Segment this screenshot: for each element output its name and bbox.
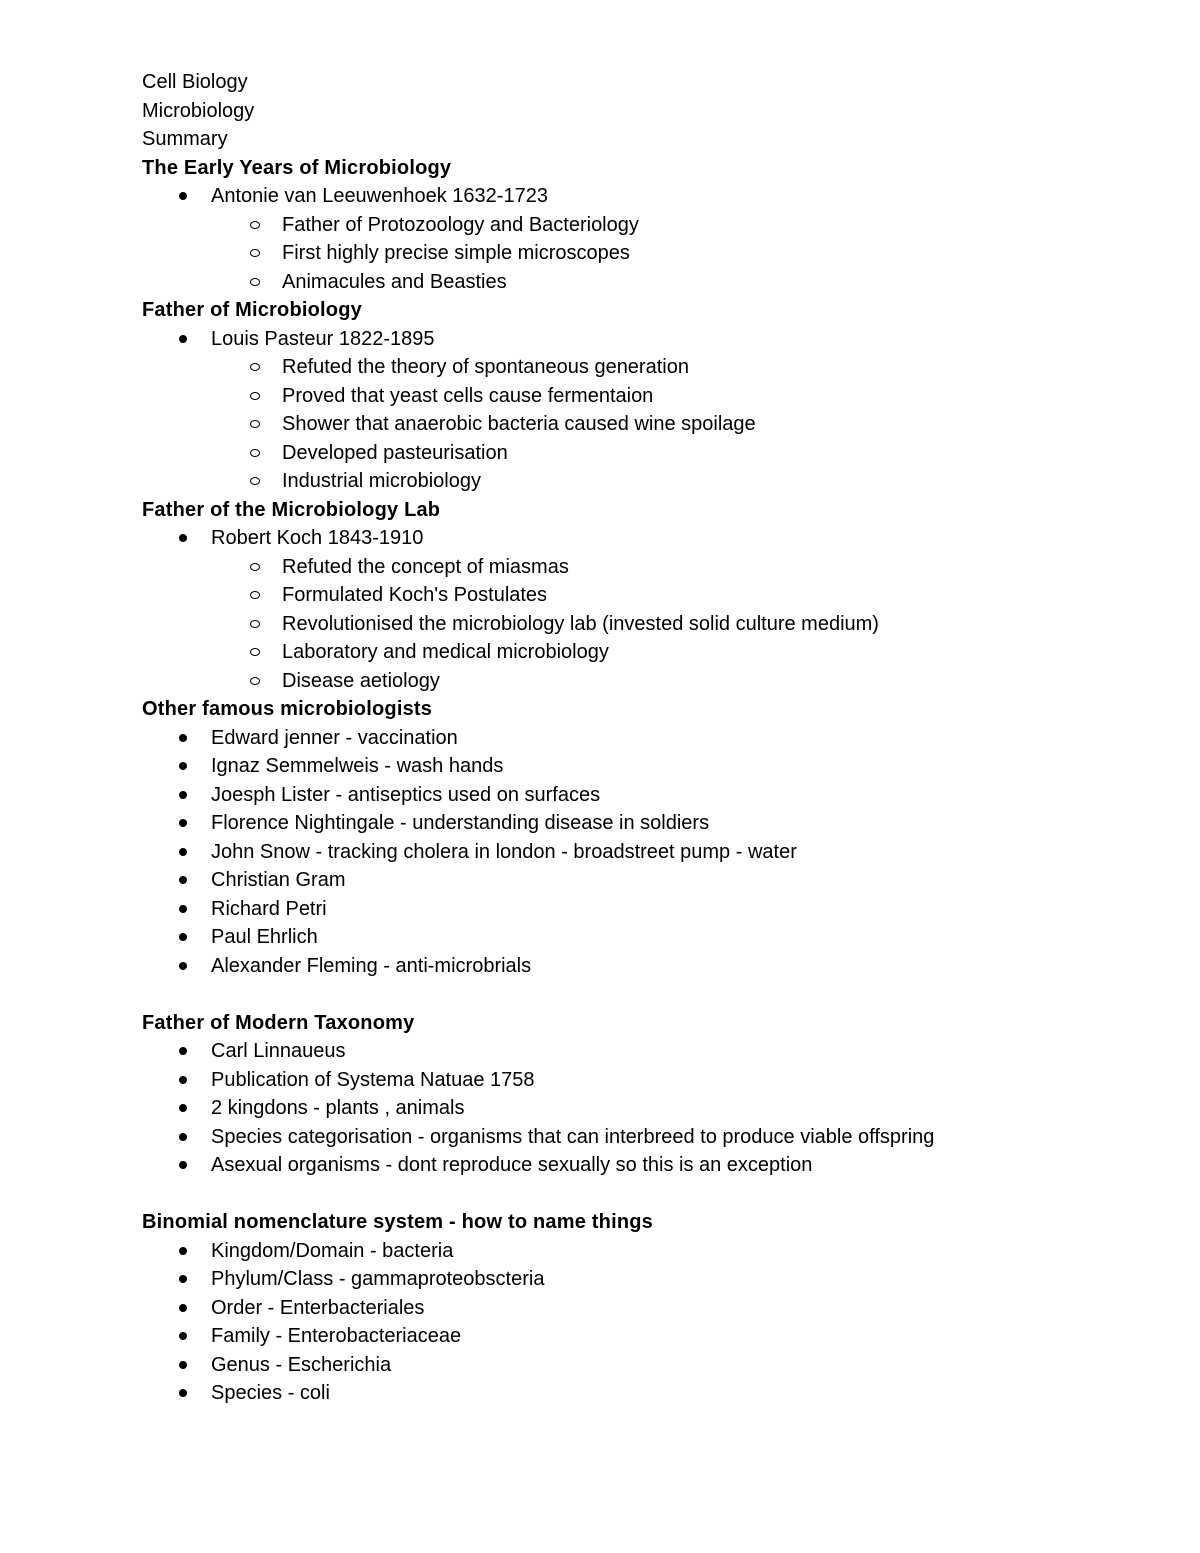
section-heading: Father of Modern Taxonomy [142,1011,415,1034]
bullet-item-text: Alexander Fleming - anti-microbrials [211,954,532,977]
filled-bullet-icon [179,1161,187,1169]
bullet-item [142,524,1142,553]
sub-bullet-item [142,211,1142,240]
hollow-bullet-icon [250,591,260,599]
sub-bullet-item-text: Animacules and Beasties [282,270,507,293]
bullet-item [142,1351,1142,1380]
bullet-item [142,838,1142,867]
bullet-item-text: Family - Enterobacteriaceae [211,1325,462,1347]
sub-bullet-item [142,667,1142,696]
sub-bullet-item-text: Formulated Koch's Postulates [282,584,548,606]
hollow-bullet-icon [250,620,260,628]
hollow-bullet-icon [250,221,260,229]
bullet-item-text: Carl Linnaueus [211,1040,346,1062]
bullet-item [142,1151,1142,1180]
filled-bullet-icon [179,819,187,827]
filled-bullet-icon [179,876,187,884]
bullet-item [142,1123,1142,1152]
filled-bullet-icon [179,762,187,770]
hollow-bullet-icon [250,477,260,485]
hollow-bullet-icon [250,449,260,457]
filled-bullet-icon [179,962,187,970]
section-heading: Binomial nomenclature system - how to name things [142,1211,653,1233]
hollow-bullet-icon [250,249,260,257]
bullet-item [142,809,1142,838]
bullet-item-text: John Snow - tracking cholera in london - broadstreet pump - water [211,840,797,863]
bullet-item-text: Publication of Systema Natuae 1758 [211,1068,535,1091]
filled-bullet-icon [179,1275,187,1283]
bullet-item [142,752,1142,781]
blank-line [142,1180,1142,1209]
sub-bullet-item [142,239,1142,268]
bullet-item-text: Robert Koch 1843-1910 [211,527,424,549]
sub-bullet-item [142,581,1142,610]
filled-bullet-icon [179,791,187,799]
sub-bullet-item [142,610,1142,639]
doc-title-line: Cell Biology [142,71,248,93]
section-heading: Other famous microbiologists [142,698,433,720]
hollow-bullet-icon [250,420,260,428]
sub-bullet-item [142,382,1142,411]
hollow-bullet-icon [250,648,260,656]
filled-bullet-icon [179,1361,187,1369]
bullet-item-text: Edward jenner - vaccination [211,726,458,749]
bullet-item-text: Florence Nightingale - understanding disease in soldiers [211,812,710,834]
bullet-item [142,952,1142,981]
bullet-item [142,325,1142,354]
bullet-item [142,1294,1142,1323]
sub-bullet-item-text: Shower that anaerobic bacteria caused wine spoilage [282,413,756,435]
sub-bullet-item-text: Revolutionised the microbiology lab (invested solid culture medium) [282,612,879,635]
bullet-item [142,182,1142,211]
filled-bullet-icon [179,905,187,913]
doc-subtitle-line: Microbiology [142,99,255,122]
bullet-item [142,1322,1142,1351]
hollow-bullet-icon [250,392,260,400]
bullet-item-text: Species categorisation - organisms that can interbreed to produce viable offspring [211,1125,935,1148]
filled-bullet-icon [179,1104,187,1112]
section-heading: The Early Years of Microbiology [142,156,452,179]
sub-bullet-item [142,638,1142,667]
sub-bullet-item [142,439,1142,468]
sub-bullet-item-text: First highly precise simple microscopes [282,242,630,264]
bullet-item [142,781,1142,810]
bullet-item-text: Kingdom/Domain - bacteria [211,1239,454,1262]
bullet-item-text: Asexual organisms - dont reproduce sexually so this is an exception [211,1154,813,1176]
filled-bullet-icon [179,1304,187,1312]
sub-bullet-item-text: Proved that yeast cells cause fermentaion [282,384,654,407]
hollow-bullet-icon [250,677,260,685]
bullet-item-text: Phylum/Class - gammaproteobscteria [211,1268,545,1290]
filled-bullet-icon [179,1133,187,1141]
bullet-item-text: Joesph Lister - antiseptics used on surfaces [211,783,601,806]
document-body [142,68,1142,1408]
bullet-item-text: Richard Petri [211,897,327,920]
bullet-item-text: 2 kingdons - plants , animals [211,1097,465,1119]
sub-bullet-item-text: Father of Protozoology and Bacteriology [282,213,639,236]
bullet-item-text: Genus - Escherichia [211,1353,392,1376]
doc-label-line: Summary [142,128,228,150]
bullet-item [142,1066,1142,1095]
bullet-item [142,895,1142,924]
bullet-item [142,1379,1142,1408]
bullet-item-text: Order - Enterbacteriales [211,1296,425,1319]
bullet-item [142,724,1142,753]
sub-bullet-item-text: Laboratory and medical microbiology [282,641,609,663]
sub-bullet-item [142,268,1142,297]
bullet-item [142,1037,1142,1066]
sub-bullet-item-text: Industrial microbiology [282,470,481,492]
sub-bullet-item-text: Refuted the theory of spontaneous generation [282,356,689,378]
filled-bullet-icon [179,1389,187,1397]
hollow-bullet-icon [250,563,260,571]
bullet-item [142,1237,1142,1266]
filled-bullet-icon [179,534,187,542]
bullet-item [142,923,1142,952]
sub-bullet-item [142,353,1142,382]
bullet-item-text: Christian Gram [211,869,346,891]
blank-line [142,980,1142,1009]
sub-bullet-item-text: Developed pasteurisation [282,441,508,464]
sub-bullet-item-text: Disease aetiology [282,669,440,692]
sub-bullet-item [142,410,1142,439]
filled-bullet-icon [179,1076,187,1084]
filled-bullet-icon [179,1047,187,1055]
filled-bullet-icon [179,335,187,343]
filled-bullet-icon [179,1247,187,1255]
bullet-item [142,866,1142,895]
filled-bullet-icon [179,734,187,742]
bullet-item-text: Antonie van Leeuwenhoek 1632-1723 [211,185,548,207]
sub-bullet-item-text: Refuted the concept of miasmas [282,555,569,578]
hollow-bullet-icon [250,278,260,286]
bullet-item-text: Ignaz Semmelweis - wash hands [211,755,504,777]
sub-bullet-item [142,553,1142,582]
sub-bullet-item [142,467,1142,496]
filled-bullet-icon [179,1332,187,1340]
bullet-item-text: Paul Ehrlich [211,926,318,948]
section-heading: Father of the Microbiology Lab [142,498,441,521]
section-heading: Father of Microbiology [142,299,362,321]
filled-bullet-icon [179,933,187,941]
sections-container [142,154,1142,1408]
bullet-item-text: Species - coli [211,1382,330,1404]
bullet-item [142,1265,1142,1294]
bullet-item-text: Louis Pasteur 1822-1895 [211,327,435,350]
hollow-bullet-icon [250,363,260,371]
filled-bullet-icon [179,848,187,856]
bullet-item [142,1094,1142,1123]
filled-bullet-icon [179,192,187,200]
